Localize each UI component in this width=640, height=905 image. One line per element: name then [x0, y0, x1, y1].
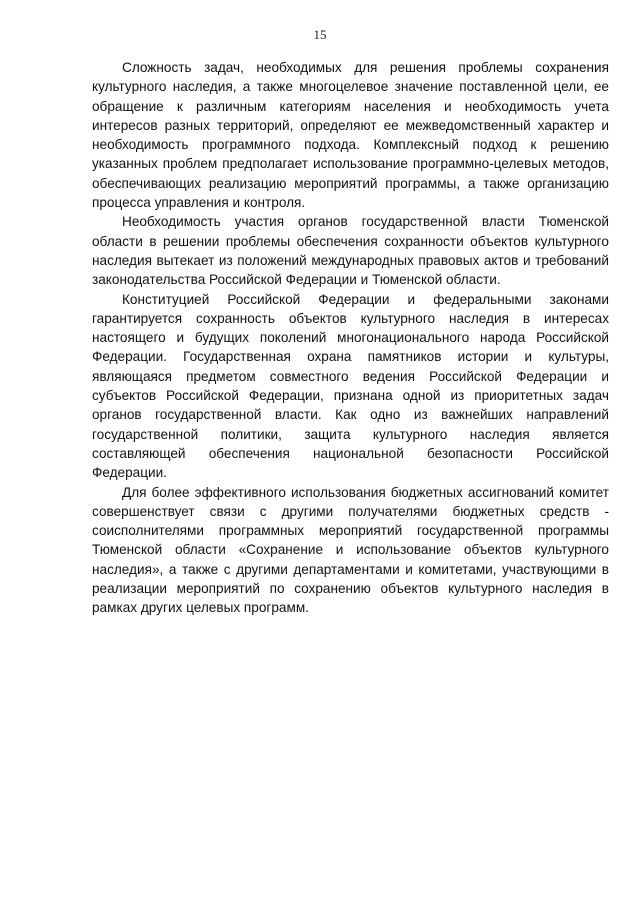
page-number: 15 — [313, 27, 327, 42]
paragraph-complexity: Сложность задач, необходимых для решения проблемы сохранения культурного наследия, а также многоцелевое значение поставленной цели, ее обращение к различным категориям населения и необходимость учета интересов разных территорий, определяют ее межведомственный характер и необходимость программного подхода. Комплексный подход к решению указанных проблем предполагает использование программно-целевых методов, обеспечивающих реализацию мероприятий программы, а также организацию процесса управления и контроля. — [92, 60, 609, 211]
paragraph-budget-efficiency: Для более эффективного использования бюджетных ассигнований комитет совершенствует связи с другими получателями бюджетных средств - соисполнителями программных мероприятий государственной программы Тюменской области «Сохранение и использование объектов культурного наследия», а также с другими департаментами и комитетами, участвующими в реализации мероприятий по сохранению объектов культурного наследия в рамках других целевых программ. — [92, 484, 609, 616]
body-text — [92, 58, 609, 618]
paragraph-constitution: Конституцией Российской Федерации и федеральными законами гарантируется сохранность объектов культурного наследия в интересах настоящего и будущих поколений многонационального народа Российской Федерации. Государственная охрана памятников истории и культуры, являющаяся предметом совместного ведения Российской Федерации и субъектов Российской Федерации, признана одной из приоритетных задач органов государственной власти. Как одно из важнейших направлений государственной политики, защита культурного наследия является составляющей обеспечения национальной безопасности Российской Федерации. — [92, 291, 609, 481]
paragraph-state-participation: Необходимость участия органов государственной власти Тюменской области в решении проблемы обеспечения сохранности объектов культурного наследия вытекает из положений международных правовых актов и требований законодательства Российской Федерации и Тюменской области. — [92, 214, 609, 288]
